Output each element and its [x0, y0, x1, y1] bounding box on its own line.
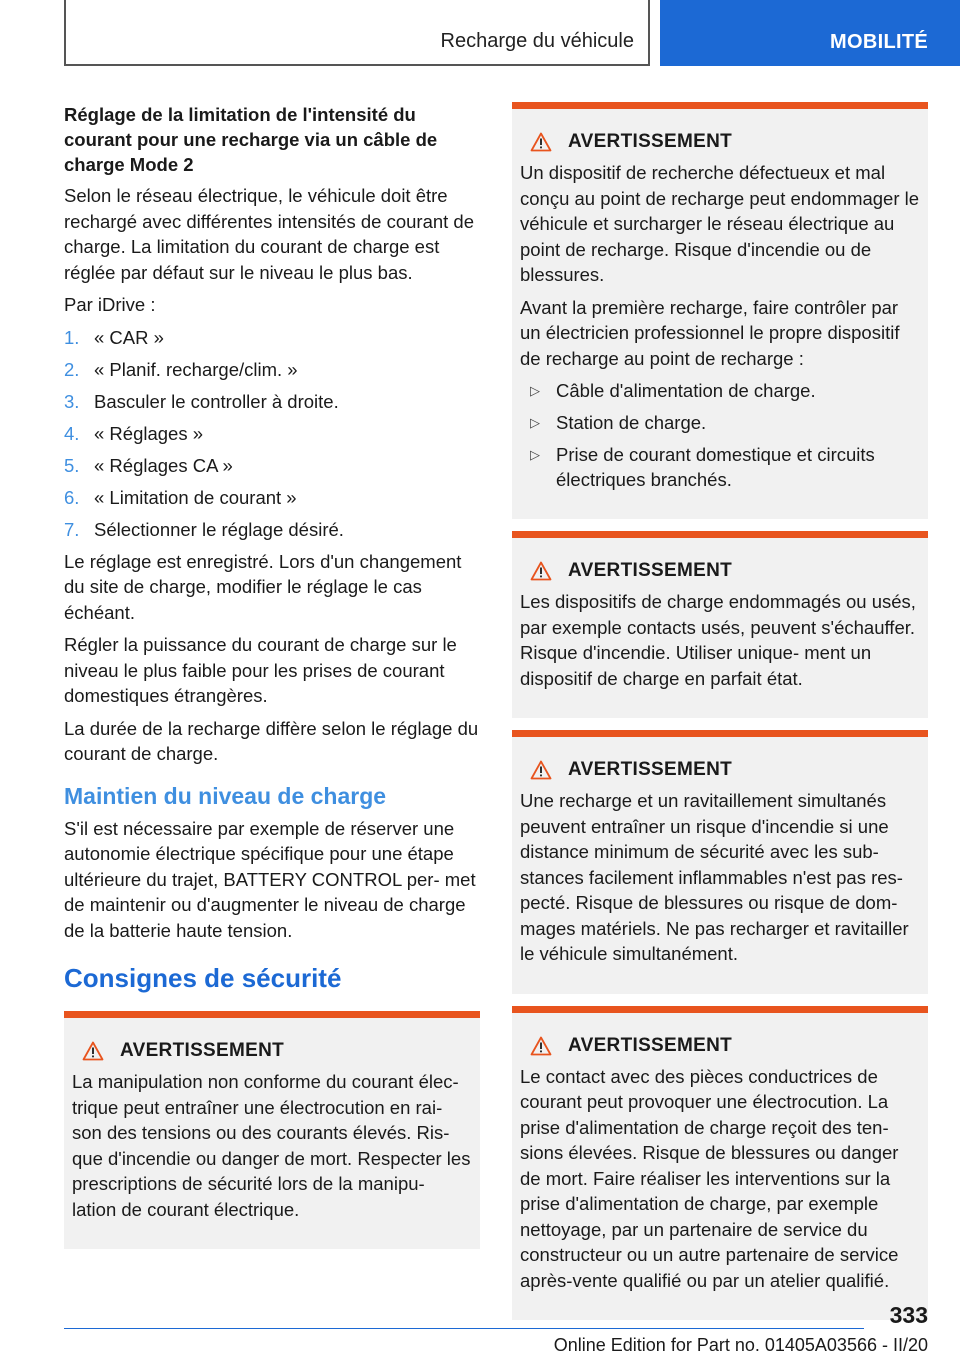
paragraph: Le réglage est enregistré. Lors d'un changement du site de charge, modifier le réglage le cas échéant. — [64, 550, 462, 623]
step-number: 7. — [64, 518, 80, 540]
list-item — [520, 378, 920, 403]
step-text: « Réglages » — [94, 422, 204, 444]
bullet-text: Station de charge. — [556, 412, 707, 433]
left-column — [64, 102, 480, 1261]
steps-list — [64, 325, 480, 542]
step-text: « Réglages CA » — [94, 454, 233, 476]
step-number: 5. — [64, 454, 80, 476]
heading-safety: Consignes de sécurité — [64, 963, 342, 993]
list-item — [64, 517, 480, 542]
step-text: Basculer le controller à droite. — [94, 390, 339, 412]
warning-box — [512, 1006, 928, 1321]
list-item — [64, 485, 480, 510]
warning-title: AVERTISSEMENT — [568, 131, 733, 152]
warning-box — [512, 531, 928, 718]
warning-header — [530, 560, 920, 582]
warning-header — [82, 1040, 472, 1062]
step-number: 3. — [64, 390, 80, 412]
paragraph: Régler la puissance du courant de charge sur le niveau le plus faible pour les prises de courant domestiques étrangères. — [64, 634, 457, 706]
paragraph: La durée de la recharge diffère selon le réglage du courant de charge. — [64, 717, 479, 764]
step-number: 2. — [64, 358, 80, 380]
step-text: « Planif. recharge/clim. » — [94, 358, 298, 380]
triangle-bullet-icon: ▷ — [530, 383, 540, 398]
warning-triangle-icon — [530, 132, 552, 152]
chapter-title: MOBILITÉ — [830, 31, 928, 53]
heading-charge-level: Maintien du niveau de charge — [64, 782, 387, 809]
footer-edition: Online Edition for Part no. 01405A03566 - II/20 — [553, 1335, 928, 1355]
warning-triangle-icon — [82, 1041, 104, 1061]
warning-text: Un dispositif de recherche défectueux et mal conçu au point de recharge peut endommager le véhicule et surcharger le réseau électrique au point de recharge. Risque d'incendie ou de blessures. — [520, 162, 920, 285]
warning-box — [512, 102, 928, 519]
warning-text: Avant la première recharge, faire contrôler par un électricien professionnel le propre dispositif de recharge au point de recharge : — [520, 296, 900, 369]
triangle-bullet-icon: ▷ — [530, 415, 540, 430]
list-item — [520, 442, 920, 492]
list-item — [64, 389, 480, 414]
warning-text: Une recharge et un ravitaillement simultanés peuvent entraîner un risque d'incendie si une distance minimum de sécurité avec les sub‐ stances facilement inflammables n'est pas res‐ pecté. Risque de blessures ou risque de dom‐ mages matériels. Ne pas recharger et ravitailler le véhicule simultanément. — [520, 790, 909, 964]
subheading-current-limit: Réglage de la limitation de l'intensité du courant pour une recharge via un câble de charge Mode 2 — [64, 104, 438, 175]
warning-box — [64, 1011, 480, 1249]
warning-title: AVERTISSEMENT — [120, 1040, 285, 1061]
list-item — [64, 421, 480, 446]
warning-title: AVERTISSEMENT — [568, 759, 733, 780]
step-text: « Limitation de courant » — [94, 486, 297, 508]
header-section-box — [64, 0, 650, 66]
warning-text: Le contact avec des pièces conductrices de courant peut provoquer une électrocution. La prise d'alimentation de charge reçoit des ten‐ sions élevées. Risque de blessures ou danger de mort. Faire réaliser les interventions sur la prise d'alimentation de charge, par exemple nettoyage, par un partenaire de service du constructeur ou un autre partenaire de service après-vente qualifié ou par un atelier qualifié. — [520, 1065, 899, 1291]
list-item — [64, 453, 480, 478]
bullet-list — [520, 378, 920, 492]
warning-header — [530, 1035, 920, 1057]
triangle-bullet-icon: ▷ — [530, 447, 540, 462]
warning-text: La manipulation non conforme du courant élec‐ trique peut entraîner une électrocution en rai‐ son des tensions ou des courants élevés. Ris‐ que d'incendie ou danger de mort. Respecter les prescriptions de sécurité lors de la manipu‐ lation de courant électrique. — [72, 1071, 471, 1220]
warning-triangle-icon — [530, 561, 552, 581]
right-column — [512, 102, 928, 1332]
step-number: 6. — [64, 486, 80, 508]
footer-divider — [64, 1328, 864, 1329]
warning-text: Les dispositifs de charge endommagés ou usés, par exemple contacts usés, peuvent s'échauffer. Risque d'incendie. Utiliser unique‐ ment un dispositif de charge en parfait état. — [520, 591, 916, 689]
list-item — [520, 410, 920, 435]
warning-triangle-icon — [530, 760, 552, 780]
header-chapter-box — [660, 0, 960, 66]
paragraph: Selon le réseau électrique, le véhicule doit être rechargé avec différentes intensités de courant de charge. La limitation du courant de charge est réglée par défaut sur le niveau le plus bas. — [64, 185, 474, 283]
warning-title: AVERTISSEMENT — [568, 560, 733, 581]
page-number: 333 — [889, 1302, 928, 1328]
paragraph: S'il est nécessaire par exemple de réserver une autonomie électrique spécifique pour une étape ultérieure du trajet, BATTERY CONTROL per‐ met de maintenir ou d'augmenter le niveau de charge de la batterie haute tension. — [64, 817, 476, 941]
paragraph: Par iDrive : — [64, 294, 156, 315]
step-text: « CAR » — [94, 326, 164, 348]
bullet-text: Prise de courant domestique et circuits électriques branchés. — [556, 444, 875, 490]
warning-box — [512, 730, 928, 994]
warning-header — [530, 131, 920, 153]
list-item — [64, 357, 480, 382]
warning-title: AVERTISSEMENT — [568, 1034, 733, 1056]
step-number: 1. — [64, 326, 80, 348]
step-number: 4. — [64, 422, 80, 444]
bullet-text: Câble d'alimentation de charge. — [556, 380, 816, 401]
warning-header — [530, 759, 920, 781]
list-item — [64, 325, 480, 350]
step-text: Sélectionner le réglage désiré. — [94, 518, 344, 540]
warning-triangle-icon — [530, 1036, 552, 1056]
section-title: Recharge du véhicule — [440, 30, 634, 52]
